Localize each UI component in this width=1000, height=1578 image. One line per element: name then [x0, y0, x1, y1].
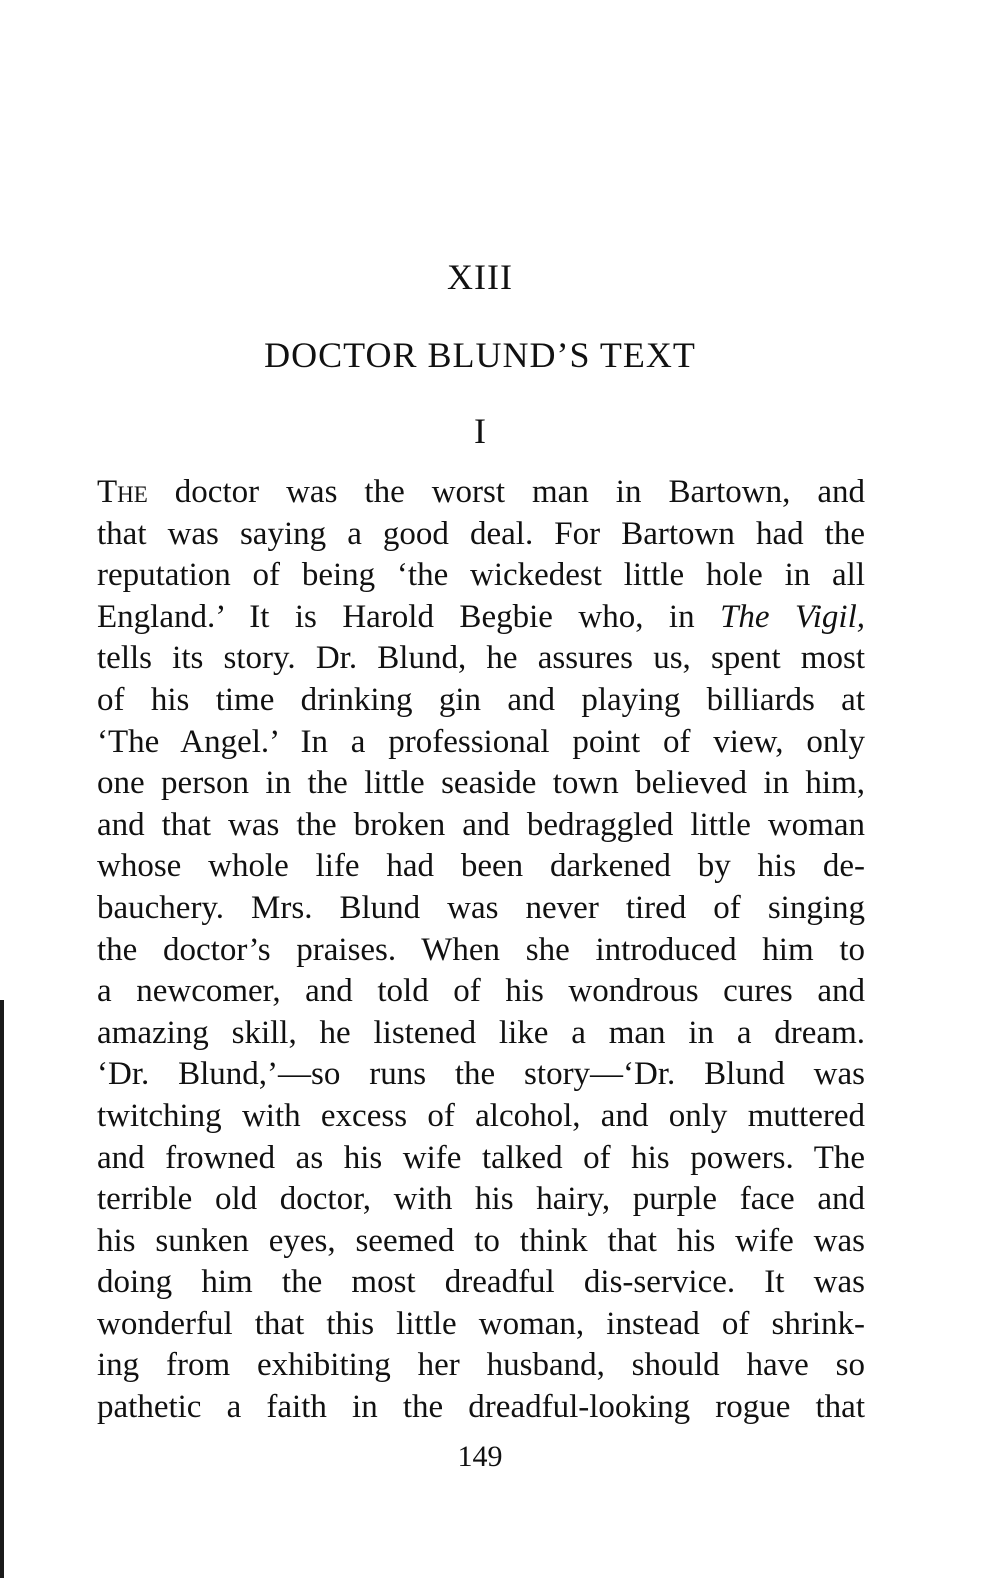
text-line: bauchery. Mrs. Blund was never tired of singing: [97, 889, 865, 926]
book-title-italic: The Vigil,: [720, 598, 865, 635]
text-line: twitching with excess of alcohol, and only muttered: [97, 1097, 865, 1134]
text-line: whose whole life had been darkened by his de-: [97, 848, 865, 885]
text-line: [97, 597, 865, 639]
text-line: and frowned as his wife talked of his powers. The: [97, 1139, 865, 1176]
text-line: one person in the little seaside town believed in him,: [97, 765, 865, 802]
text-line: reputation of being ‘the wickedest little hole in all: [97, 557, 865, 594]
text-line-rest: doctor was the worst man in Bartown, and: [147, 474, 865, 510]
page-edge-shadow: [0, 1000, 4, 1578]
body-text: [97, 472, 865, 1429]
chapter-number: XIII: [447, 257, 513, 297]
section-number: I: [474, 411, 486, 451]
text-line: a newcomer, and told of his wondrous cures and: [97, 973, 865, 1010]
text-line: terrible old doctor, with his hairy, purple face and: [97, 1181, 865, 1218]
page-number: 149: [457, 1440, 503, 1473]
opening-word: The: [97, 474, 148, 510]
text-line: pathetic a faith in the dreadful-looking rogue that: [97, 1389, 865, 1426]
text-line: and that was the broken and bedraggled little woman: [97, 806, 865, 843]
text-line: ‘Dr. Blund,’—so runs the story—‘Dr. Blund was: [97, 1056, 865, 1093]
text-line: amazing skill, he listened like a man in a dream.: [97, 1014, 865, 1051]
text-line: ‘The Angel.’ In a professional point of view, only: [97, 723, 865, 760]
text-line: wonderful that this little woman, instead of shrink-: [97, 1305, 865, 1342]
text-line: the doctor’s praises. When she introduced him to: [97, 931, 865, 968]
text-line: his sunken eyes, seemed to think that his wife was: [97, 1222, 865, 1259]
text-line: doing him the most dreadful dis-service. It was: [97, 1264, 865, 1301]
text-line: ing from exhibiting her husband, should have so: [97, 1347, 865, 1384]
text-line: [97, 472, 865, 514]
text-line: of his time drinking gin and playing billiards at: [97, 681, 865, 718]
text-line: tells its story. Dr. Blund, he assures us, spent most: [97, 640, 865, 677]
text-line: that was saying a good deal. For Bartown had the: [97, 515, 865, 552]
text-line-start: England.’ It is Harold Begbie who, in: [97, 598, 721, 635]
chapter-title: DOCTOR BLUND’S TEXT: [264, 335, 696, 375]
